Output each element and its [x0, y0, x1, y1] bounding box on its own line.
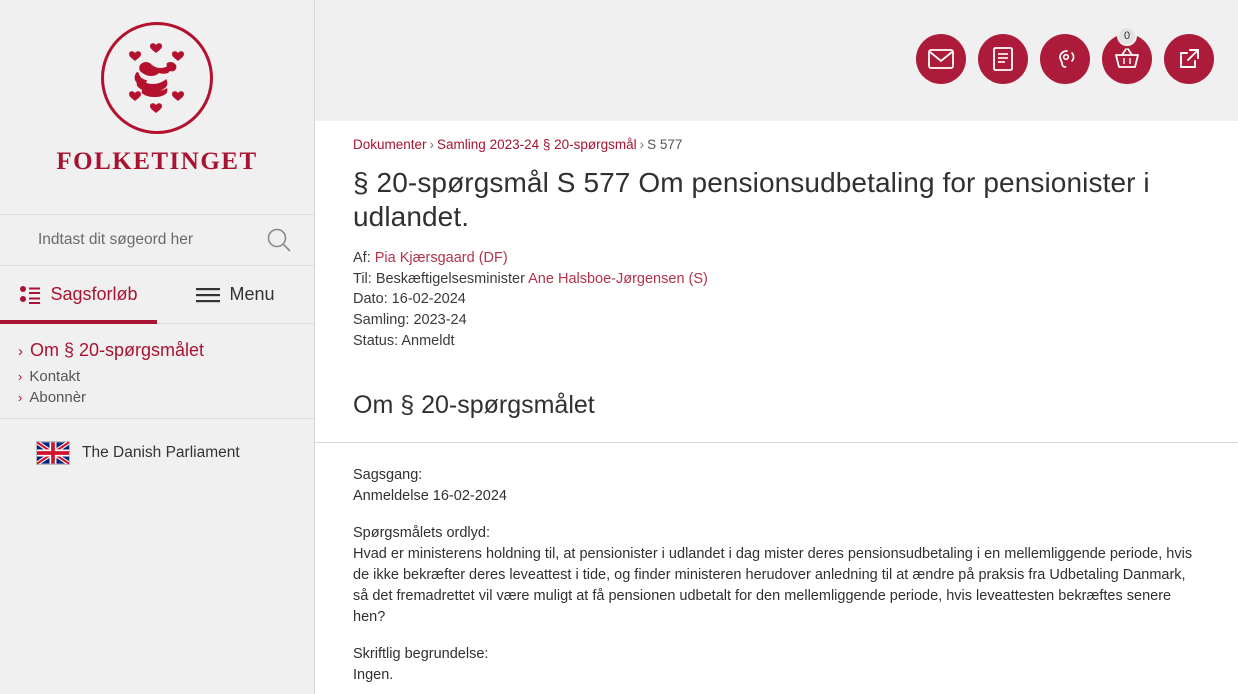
meta-recipient-link[interactable]: Ane Halsboe-Jørgensen (S): [528, 270, 708, 287]
sidebar-item-label: Om § 20-spørgsmålet: [30, 340, 205, 360]
basket-count-badge: 0: [1117, 26, 1137, 46]
search-input[interactable]: [36, 230, 262, 250]
logo-text: FOLKETINGET: [56, 148, 258, 175]
meta-author-row: [353, 248, 1200, 269]
tab-menu-label: Menu: [229, 284, 275, 304]
basket-icon[interactable]: [1102, 30, 1152, 84]
language-switch[interactable]: [0, 419, 314, 465]
section-divider: [315, 442, 1238, 443]
question-block: [353, 523, 1200, 628]
tab-sagsforlob[interactable]: [0, 266, 157, 323]
breadcrumb-separator: ›: [639, 137, 645, 152]
document-meta: [353, 248, 1200, 351]
sagsgang-block: [353, 465, 1200, 507]
tab-menu[interactable]: [157, 266, 314, 323]
meta-date: Dato: 16-02-2024: [353, 291, 466, 308]
sidebar-item-label: Kontakt: [29, 368, 81, 385]
breadcrumb-separator: ›: [429, 137, 435, 152]
meta-recipient-prefix: Til: Beskæftigelsesminister: [353, 270, 529, 287]
sagsgang-label: Sagsgang:: [353, 467, 423, 484]
meta-session: Samling: 2023-24: [353, 312, 467, 329]
page-title: § 20-spørgsmål S 577 Om pensionsudbetaling for pensionister i udlandet.: [353, 167, 1150, 233]
breadcrumb-link-dokumenter[interactable]: Dokumenter: [353, 137, 427, 152]
language-label: The Danish Parliament: [82, 444, 240, 461]
union-jack-flag-icon: [36, 441, 70, 465]
case-progress-icon: [19, 285, 41, 305]
mail-icon[interactable]: [916, 34, 966, 84]
chevron-right-icon: ›: [18, 390, 23, 405]
meta-status: Status: Anmeldt: [353, 332, 455, 349]
sidebar: [0, 0, 315, 694]
chevron-right-icon: ›: [18, 369, 23, 384]
document-panel: [315, 121, 1238, 694]
sidebar-tabs: [0, 266, 314, 324]
question-label: Spørgsmålets ordlyd:: [353, 525, 490, 542]
meta-author-link[interactable]: Pia Kjærsgaard (DF): [374, 250, 508, 267]
tab-sagsforlob-label: Sagsforløb: [50, 284, 138, 304]
sidebar-nav: [0, 324, 314, 419]
document-body: [353, 465, 1200, 686]
sidebar-item-abonner[interactable]: [18, 387, 314, 408]
listen-ear-icon[interactable]: [1040, 34, 1090, 84]
section-heading: Om § 20-spørgsmålet: [353, 391, 595, 420]
meta-recipient-row: [353, 269, 1200, 290]
rationale-label: Skriftlig begrundelse:: [353, 646, 489, 663]
rationale-block: [353, 644, 1200, 686]
search-bar[interactable]: [0, 214, 314, 266]
danish-coat-of-arms-icon: [101, 22, 213, 134]
chevron-right-icon: ›: [18, 343, 23, 360]
breadcrumb: [315, 121, 1238, 152]
breadcrumb-link-samling[interactable]: Samling 2023-24 § 20-spørgsmål: [437, 137, 637, 152]
sidebar-item-om-spoergsmaalet[interactable]: [18, 338, 314, 366]
search-icon[interactable]: [262, 223, 296, 257]
rationale-text: Ingen.: [353, 667, 394, 684]
logo-block[interactable]: [0, 0, 314, 176]
hamburger-menu-icon: [196, 287, 220, 303]
document-icon[interactable]: [978, 34, 1028, 84]
breadcrumb-current: S 577: [647, 137, 683, 152]
meta-author-prefix: Af:: [353, 250, 375, 267]
main-content: [315, 0, 1238, 694]
top-band: [315, 0, 1238, 121]
share-external-link-icon[interactable]: [1164, 34, 1214, 84]
question-text: Hvad er ministerens holdning til, at pensionister i udlandet i dag mister deres pensionsudbetaling i en mellemliggende periode, hvis de ikke bekræfter deres leveattest i tide, og finder ministeren herudover anledning til at ændre på praksis fra Udbetaling Danmark, så det fremadrettet vil være muligt at få pensionen udbetalt for den mellemliggende periode, hvis leveattesten bekræftes senere hen?: [353, 546, 1193, 626]
sidebar-item-kontakt[interactable]: [18, 366, 314, 387]
sagsgang-value: Anmeldelse 16-02-2024: [353, 488, 507, 505]
utility-icon-bar: [916, 30, 1214, 84]
sidebar-item-label: Abonnèr: [29, 389, 87, 406]
